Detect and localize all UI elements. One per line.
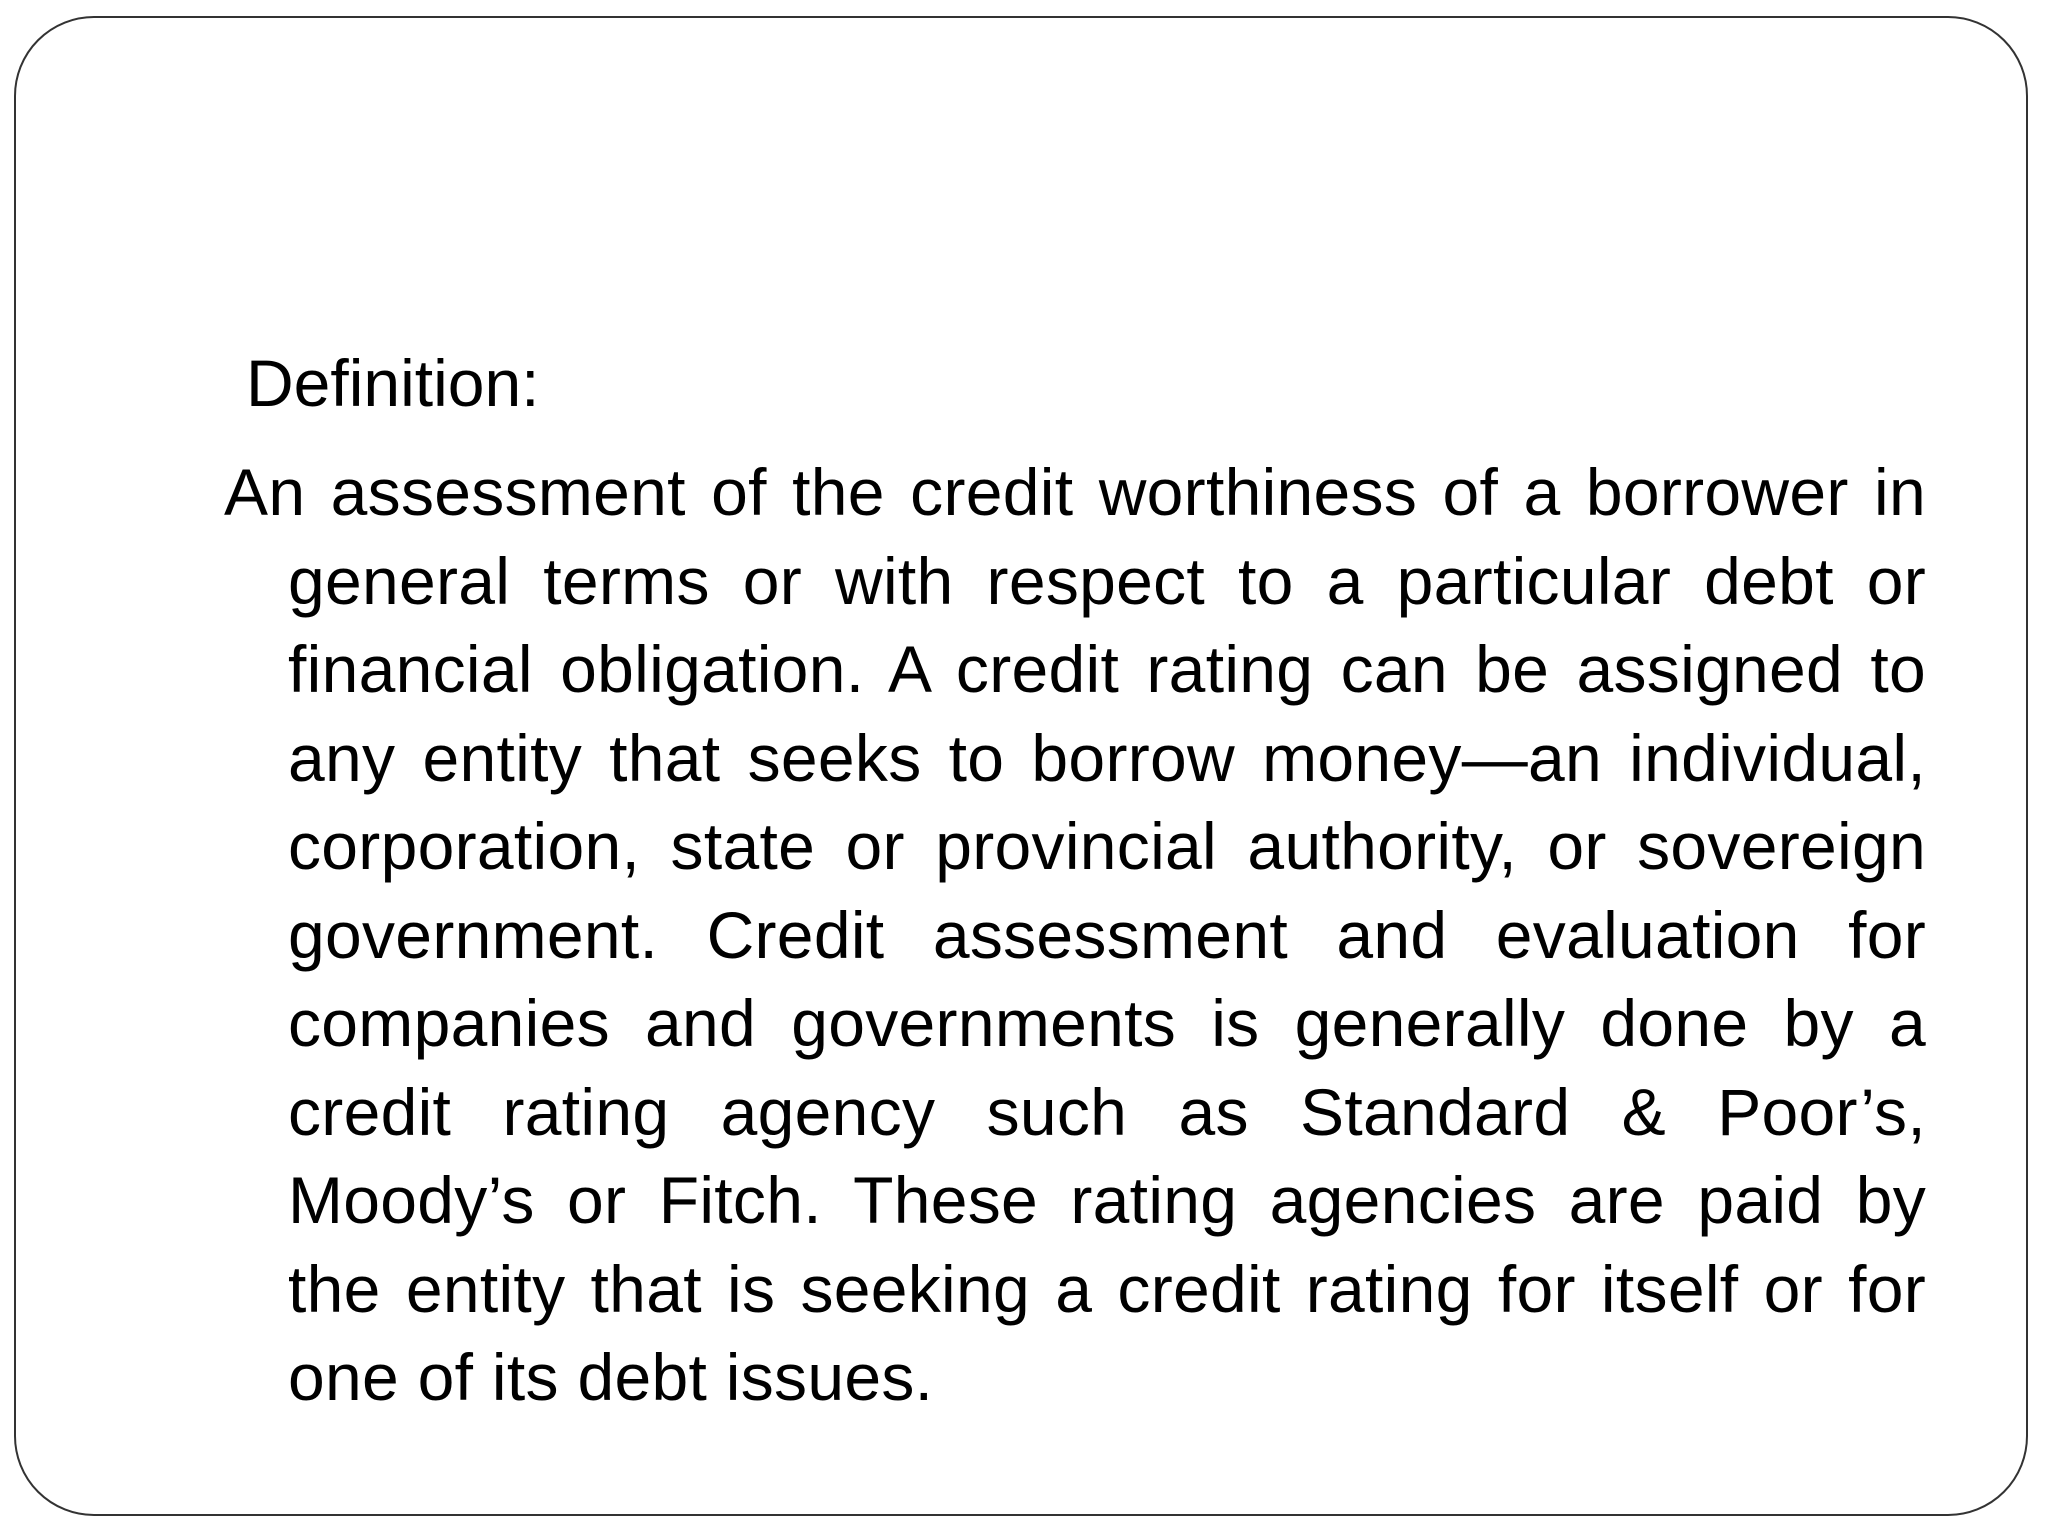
definition-heading: Definition: — [246, 346, 540, 420]
definition-text: An assessment of the credit worthiness of a borrower in general terms or with respect to a particular debt or financial obligation. A credit rating can be assigned to any entity that seeks to borrow money—an individual, corporation, state or provincial authority, or sovereign government. Credit assessment and evaluation for companies and governments is generally done by a credit rating agency such as Standard & Poor’s, Moody’s or Fitch. These rating agencies are paid by the entity that is seeking a credit rating for itself or for one of its debt issues. — [224, 455, 1926, 1414]
